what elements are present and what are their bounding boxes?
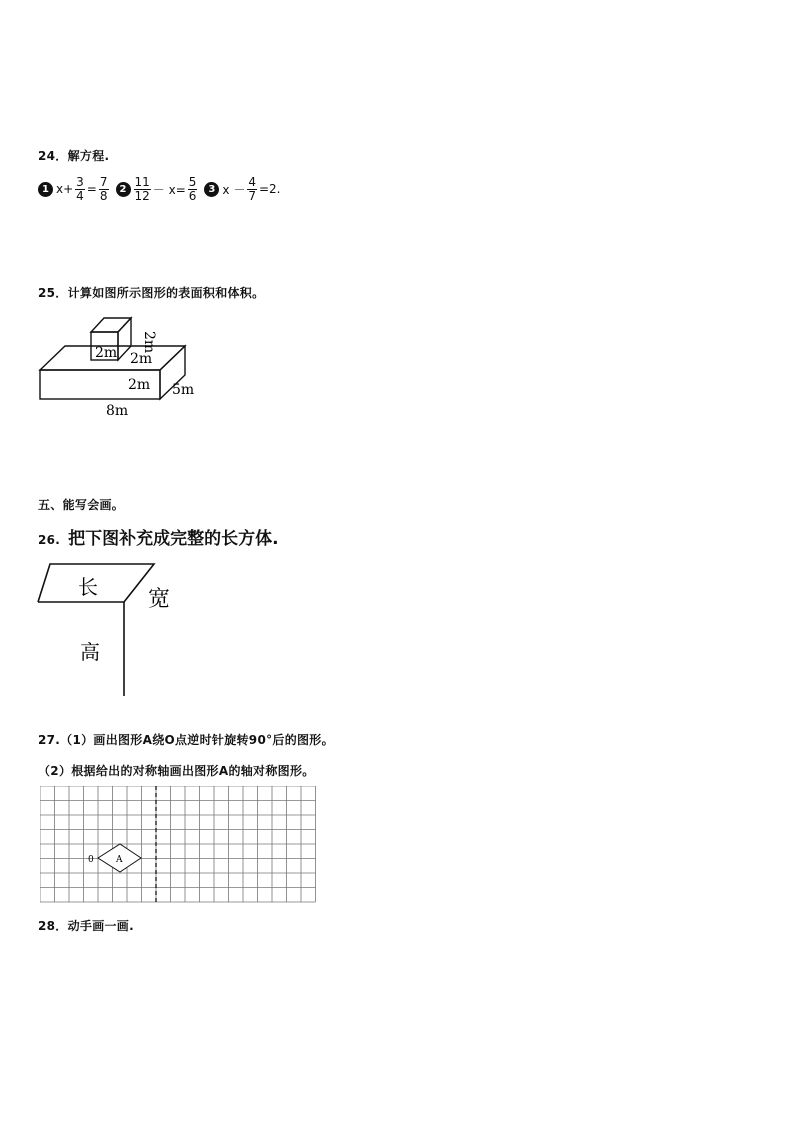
label-height: 高	[80, 640, 100, 664]
eq3-x: x －	[222, 182, 246, 197]
q25-box-figure	[30, 308, 210, 423]
marker-3-icon: 3	[204, 182, 219, 197]
label-small-height: 2m	[141, 331, 157, 354]
eq3-frac-a-num: 4	[248, 175, 256, 189]
label-big-height: 2m	[128, 377, 151, 393]
eq3-frac-a	[247, 176, 257, 202]
label-small-front: 2m	[95, 345, 118, 361]
eq1-frac-b	[99, 176, 109, 202]
eq1-frac-b-num: 7	[99, 175, 108, 189]
eq2-frac-a-den: 12	[134, 188, 150, 203]
eq2-mid: － x=	[152, 182, 186, 197]
label-big-depth: 5m	[172, 382, 195, 398]
eq3-frac-a-den: 7	[248, 188, 256, 203]
section5-title: 五、能写会画。	[38, 498, 125, 512]
eq1-equals: =	[86, 182, 97, 197]
q26-text: 把下图补充成完整的长方体.	[68, 529, 279, 549]
q28-title: 28．动手画一画.	[38, 919, 134, 933]
eq1-frac-a-den: 4	[76, 188, 84, 203]
q24-title: 24．解方程.	[38, 149, 110, 163]
eq1-frac-a	[75, 176, 85, 202]
eq2-frac-b-num: 5	[188, 175, 197, 189]
point-o-label: 0	[88, 855, 94, 865]
shape-a-label: A	[116, 855, 123, 865]
marker-2-icon: 2	[116, 182, 131, 197]
q26-cuboid-figure	[30, 556, 210, 701]
eq2-frac-a	[134, 176, 151, 202]
label-small-depth: 2m	[130, 351, 153, 367]
q27-grid	[40, 786, 316, 906]
eq1-frac-b-den: 8	[99, 188, 108, 203]
q25-title: 25．计算如图所示图形的表面积和体积。	[38, 286, 265, 300]
label-length: 长	[78, 575, 98, 599]
q26-header	[38, 524, 279, 549]
q27-line2: （2）根据给出的对称轴画出图形A的轴对称图形。	[38, 764, 315, 778]
eq1-x: x+	[56, 182, 74, 197]
label-big-length: 8m	[106, 403, 129, 419]
eq2-frac-b	[188, 176, 198, 202]
eq2-frac-a-num: 11	[134, 175, 150, 189]
eq2-frac-b-den: 6	[188, 188, 197, 203]
eq1-frac-a-num: 3	[76, 175, 84, 189]
q27-line1: 27.（1）画出图形A绕O点逆时针旋转90°后的图形。	[38, 733, 334, 747]
q26-number: 26.	[38, 533, 61, 547]
q24-equations	[38, 176, 281, 202]
eq3-tail: =2.	[258, 182, 281, 197]
marker-1-icon: 1	[38, 182, 53, 197]
label-width: 宽	[148, 587, 171, 612]
